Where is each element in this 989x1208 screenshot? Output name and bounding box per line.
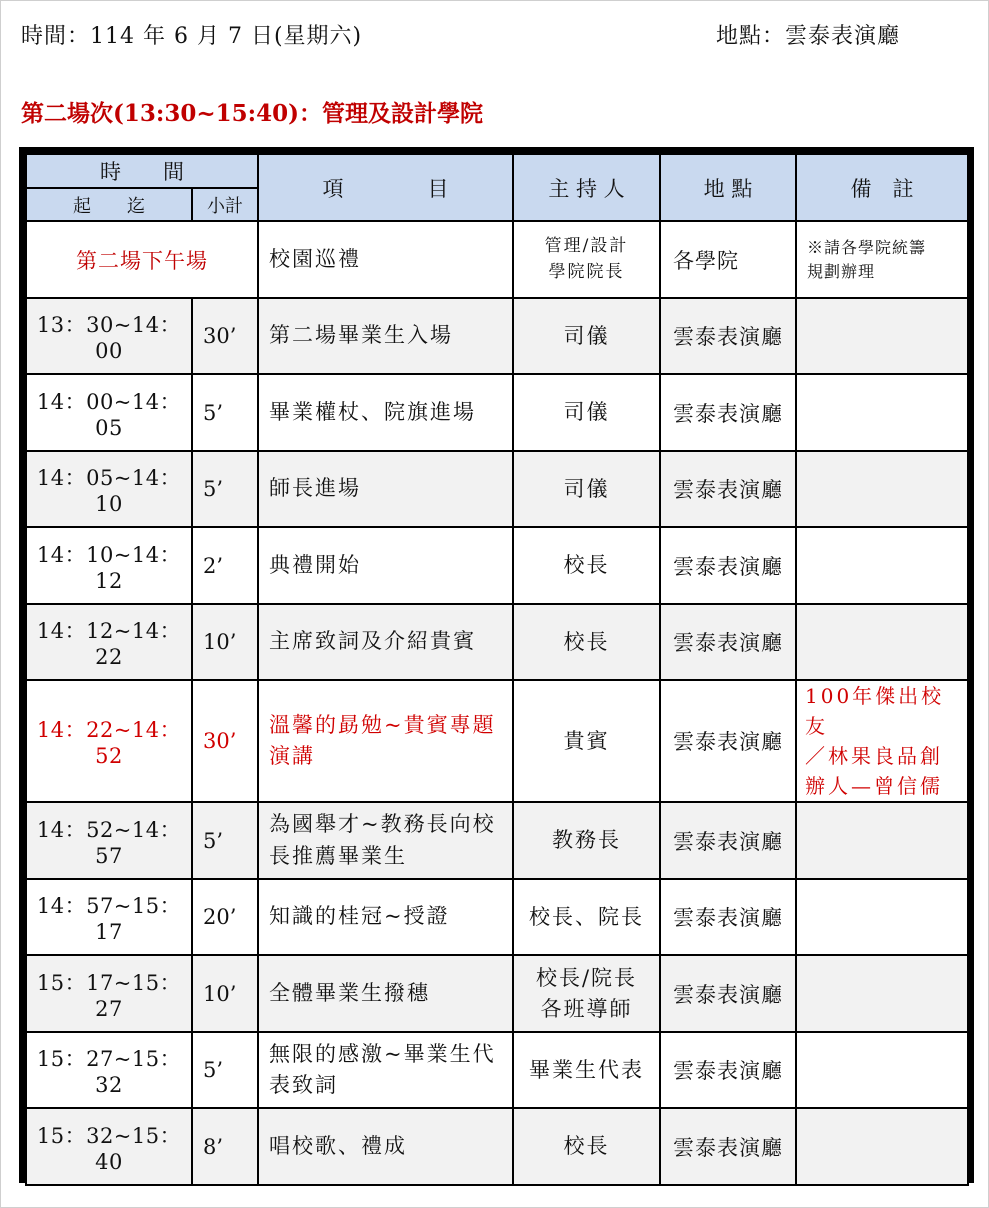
row-place: 雲泰表演廳	[660, 374, 796, 451]
row-note	[796, 879, 968, 955]
row-note	[796, 1032, 968, 1108]
row-minutes: 5’	[192, 1032, 258, 1108]
header-host: 主 持 人	[513, 154, 660, 221]
row-item: 畢業權杖、院旗進場	[258, 374, 513, 451]
row-time: 14：12~14：22	[26, 604, 192, 680]
row-time: 15：32~15：40	[26, 1108, 192, 1185]
table-row	[26, 879, 968, 955]
row-host: 貴賓	[513, 680, 660, 802]
row-note	[796, 604, 968, 680]
table-row	[26, 955, 968, 1032]
table-row	[26, 604, 968, 680]
header-place: 地 點	[660, 154, 796, 221]
item-line: 無限的感激~畢業生代	[269, 1041, 496, 1066]
intro-row	[26, 221, 968, 298]
row-minutes: 2’	[192, 527, 258, 604]
note-line: ／林果良品創	[805, 744, 943, 768]
row-note	[796, 955, 968, 1032]
row-item: 全體畢業生撥穗	[258, 955, 513, 1032]
row-place: 雲泰表演廳	[660, 955, 796, 1032]
note-line: 辦人—曾信儒	[805, 774, 943, 798]
schedule-table	[25, 153, 969, 1186]
row-host: 校長、院長	[513, 879, 660, 955]
row-item	[258, 1032, 513, 1108]
row-item: 第二場畢業生入場	[258, 298, 513, 374]
row-minutes: 5’	[192, 374, 258, 451]
row-time: 13：30~14：00	[26, 298, 192, 374]
table-row	[26, 1032, 968, 1108]
row-place: 雲泰表演廳	[660, 1032, 796, 1108]
row-minutes: 10’	[192, 955, 258, 1032]
table-row	[26, 527, 968, 604]
table-row	[26, 374, 968, 451]
host-line: 各班導師	[540, 996, 633, 1021]
row-time: 14：22~14：52	[26, 680, 192, 802]
item-line: 長推薦畢業生	[269, 843, 407, 868]
row-place: 雲泰表演廳	[660, 879, 796, 955]
host-line: 學院院長	[548, 261, 625, 282]
row-minutes: 30’	[192, 298, 258, 374]
row-item	[258, 680, 513, 802]
row-host: 教務長	[513, 802, 660, 879]
table-row	[26, 451, 968, 527]
row-host: 校長	[513, 604, 660, 680]
row-place: 雲泰表演廳	[660, 604, 796, 680]
row-note	[796, 680, 968, 802]
row-minutes: 10’	[192, 604, 258, 680]
table-row-highlight	[26, 680, 968, 802]
row-item: 主席致詞及介紹貴賓	[258, 604, 513, 680]
row-host: 校長	[513, 1108, 660, 1185]
row-item: 校園巡禮	[258, 221, 513, 298]
event-venue: 地點：雲泰表演廳	[716, 24, 901, 49]
table-row	[26, 1108, 968, 1185]
row-place: 雲泰表演廳	[660, 298, 796, 374]
header-note: 備 註	[796, 154, 968, 221]
session-label: 第二場下午場	[26, 221, 258, 298]
row-host: 司儀	[513, 298, 660, 374]
event-date: 時間：114 年 6 月 7 日(星期六)	[21, 24, 363, 49]
row-note	[796, 802, 968, 879]
row-place: 雲泰表演廳	[660, 802, 796, 879]
row-place: 雲泰表演廳	[660, 1108, 796, 1185]
header-item: 項 目	[258, 154, 513, 221]
row-note	[796, 527, 968, 604]
table-row	[26, 802, 968, 879]
row-note	[796, 451, 968, 527]
item-line: 表致詞	[269, 1073, 338, 1097]
header-start-end: 起 迄	[26, 188, 192, 221]
item-line: 溫馨的勗勉~貴賓專題	[269, 712, 496, 737]
row-time: 14：57~15：17	[26, 879, 192, 955]
row-note	[796, 221, 968, 298]
row-time: 14：05~14：10	[26, 451, 192, 527]
row-time: 15：27~15：32	[26, 1032, 192, 1108]
row-host	[513, 221, 660, 298]
row-host: 司儀	[513, 451, 660, 527]
note-line: 100年傑出校友	[805, 684, 945, 738]
row-time: 14：00~14：05	[26, 374, 192, 451]
host-line: 校長/院長	[535, 966, 638, 991]
schedule-table-frame	[19, 147, 974, 1183]
row-minutes: 8’	[192, 1108, 258, 1185]
note-line: 規劃辦理	[807, 261, 876, 281]
row-host: 校長	[513, 527, 660, 604]
row-place: 雲泰表演廳	[660, 451, 796, 527]
header-time: 時 間	[26, 154, 258, 188]
row-place: 雲泰表演廳	[660, 680, 796, 802]
row-note	[796, 298, 968, 374]
row-note	[796, 374, 968, 451]
row-time: 14：52~14：57	[26, 802, 192, 879]
row-item: 唱校歌、禮成	[258, 1108, 513, 1185]
row-host	[513, 955, 660, 1032]
row-time: 14：10~14：12	[26, 527, 192, 604]
header-subtotal: 小計	[192, 188, 258, 221]
item-line: 演講	[269, 744, 315, 768]
row-minutes: 30’	[192, 680, 258, 802]
row-item: 知識的桂冠~授證	[258, 879, 513, 955]
host-line: 管理/設計	[544, 236, 629, 256]
row-host: 畢業生代表	[513, 1032, 660, 1108]
note-line: ※請各學院統籌	[807, 237, 927, 257]
session-title: 第二場次(13:30~15:40)：管理及設計學院	[21, 100, 484, 127]
item-line: 為國舉才~教務長向校	[269, 812, 496, 836]
header-row	[26, 154, 968, 188]
row-minutes: 20’	[192, 879, 258, 955]
row-minutes: 5’	[192, 802, 258, 879]
row-place: 各學院	[660, 221, 796, 298]
table-row	[26, 298, 968, 374]
document-header	[21, 19, 971, 55]
row-item	[258, 802, 513, 879]
row-minutes: 5’	[192, 451, 258, 527]
row-place: 雲泰表演廳	[660, 527, 796, 604]
row-item: 典禮開始	[258, 527, 513, 604]
row-host: 司儀	[513, 374, 660, 451]
row-time: 15：17~15：27	[26, 955, 192, 1032]
row-note	[796, 1108, 968, 1185]
row-item: 師長進場	[258, 451, 513, 527]
